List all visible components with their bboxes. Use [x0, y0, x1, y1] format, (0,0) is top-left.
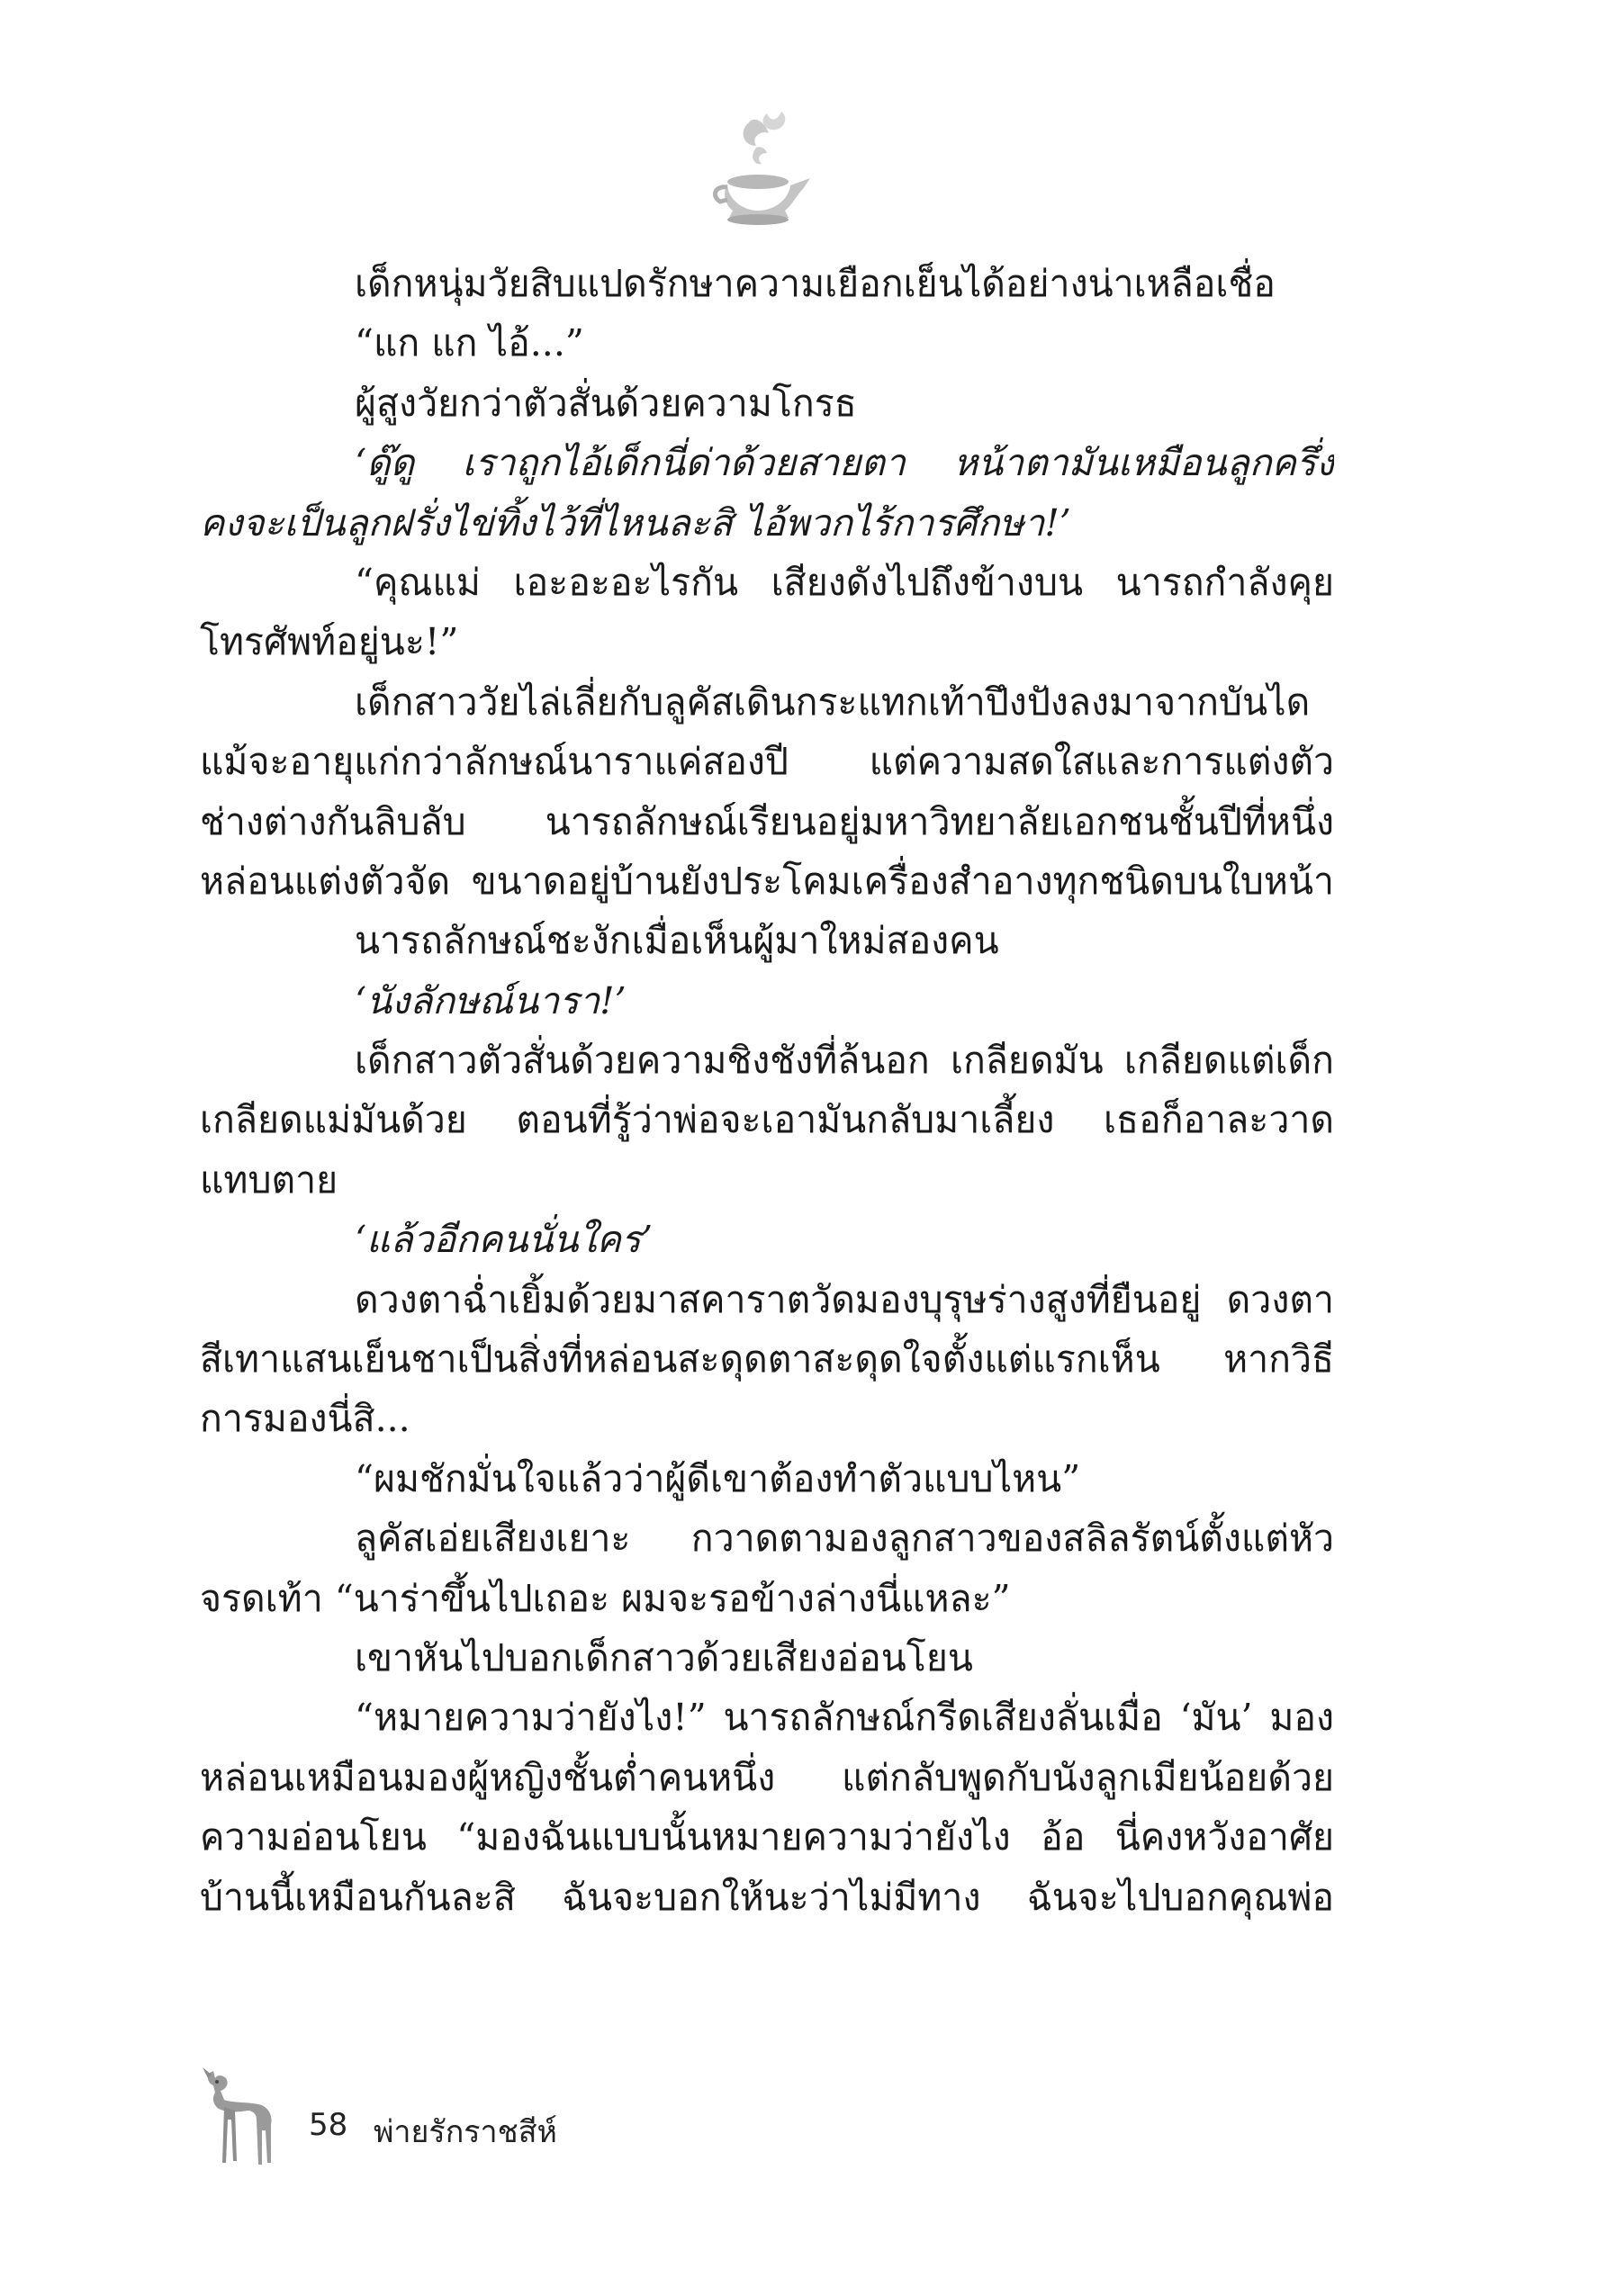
text-line: เขาหันไปบอกเด็กสาวด้วยเสียงอ่อนโยน	[355, 1635, 973, 1679]
text-line: ลูคัสเอ่ยเสียงเยาะ กวาดตามองลูกสาวของสลิลรัตน์ตั้งแต่หัว	[355, 1517, 1334, 1561]
text-line: “คุณแม่ เอะอะอะไรกัน เสียงดังไปถึงข้างบน นารถกำลังคุย	[355, 560, 1334, 604]
text-line: เด็กหนุ่มวัยสิบแปดรักษาความเยือกเย็นได้อย่างน่าเหลือเชื่อ	[355, 262, 1276, 305]
text-line: “แก แก ไอ้...”	[355, 321, 584, 365]
page-footer	[194, 2066, 734, 2174]
text-line: เกลียดแม่มันด้วย ตอนที่รู้ว่าพ่อจะเอามันกลับมาเลี้ยง เธอก็อาละวาด	[200, 1098, 1334, 1142]
text-line: ‘แล้วอีกคนนั่นใคร’	[355, 1218, 654, 1262]
text-line: โทรศัพท์อยู่นะ!”	[200, 620, 459, 664]
fawn-icon	[194, 2066, 284, 2169]
text-line: “หมายความว่ายังไง!” นารถลักษณ์กรีดเสียงลั่นเมื่อ ‘มัน’ มอง	[355, 1696, 1334, 1740]
text-line: ช่างต่างกันลิบลับ นารถลักษณ์เรียนอยู่มหาวิทยาลัยเอกชนชั้นปีที่หนึ่ง	[200, 799, 1334, 843]
text-line: การมองนี่สิ...	[200, 1397, 410, 1441]
text-line: หล่อนเหมือนมองผู้หญิงชั้นต่ำคนหนึ่ง แต่กลับพูดกับนังลูกเมียน้อยด้วย	[200, 1755, 1334, 1799]
text-line: สีเทาแสนเย็นชาเป็นสิ่งที่หล่อนสะดุดตาสะดุดใจตั้งแต่แรกเห็น หากวิธี	[200, 1337, 1334, 1382]
text-line: หล่อนแต่งตัวจัด ขนาดอยู่บ้านยังประโคมเครื่องสำอางทุกชนิดบนใบหน้า	[200, 859, 1334, 903]
text-line: ‘นังลักษณ์นารา!’	[355, 978, 627, 1022]
page-number: 58	[309, 2107, 348, 2143]
text-line: แทบตาย	[200, 1157, 338, 1202]
body-text	[200, 254, 1334, 1927]
text-line: ‘ดู๊ดู เราถูกไอ้เด็กนี่ด่าด้วยสายตา หน้าตามันเหมือนลูกครึ่ง	[355, 441, 1334, 485]
magic-lamp-icon	[702, 106, 819, 232]
text-line: บ้านนี้เหมือนกันละสิ ฉันจะบอกให้นะว่าไม่มีทาง ฉันจะไปบอกคุณพ่อ	[200, 1875, 1334, 1919]
text-line: แม้จะอายุแก่กว่าลักษณ์นาราแค่สองปี แต่ความสดใสและการแต่งตัว	[200, 740, 1334, 784]
text-line: ความอ่อนโยน “มองฉันแบบนั้นหมายความว่ายังไง อ้อ นี่คงหวังอาศัย	[200, 1815, 1334, 1859]
text-line: เด็กสาวตัวสั่นด้วยความชิงชังที่ล้นอก เกลียดมัน เกลียดแต่เด็ก	[355, 1039, 1334, 1083]
text-line: “ผมชักมั่นใจแล้วว่าผู้ดีเขาต้องทำตัวแบบไหน”	[355, 1456, 1081, 1500]
text-line: นารถลักษณ์ชะงักเมื่อเห็นผู้มาใหม่สองคน	[355, 919, 999, 963]
text-line: จรดเท้า “นาร่าขึ้นไปเถอะ ผมจะรอข้างล่างนี่แหละ”	[200, 1576, 1011, 1620]
text-line: ดวงตาฉ่ำเยิ้มด้วยมาสคาราตวัดมองบุรุษร่างสูงที่ยืนอยู่ ดวงตา	[355, 1277, 1334, 1321]
book-title: พ่ายรักราชสีห์	[374, 2114, 557, 2150]
text-line: เด็กสาววัยไล่เลี่ยกับลูคัสเดินกระแทกเท้าปึงปังลงมาจากบันได	[355, 680, 1311, 724]
text-line: ผู้สูงวัยกว่าตัวสั่นด้วยความโกรธ	[355, 381, 857, 425]
text-line: คงจะเป็นลูกฝรั่งไข่ทิ้งไว้ที่ไหนละสิ ไอ้พวกไร้การศึกษา!’	[200, 500, 1071, 545]
